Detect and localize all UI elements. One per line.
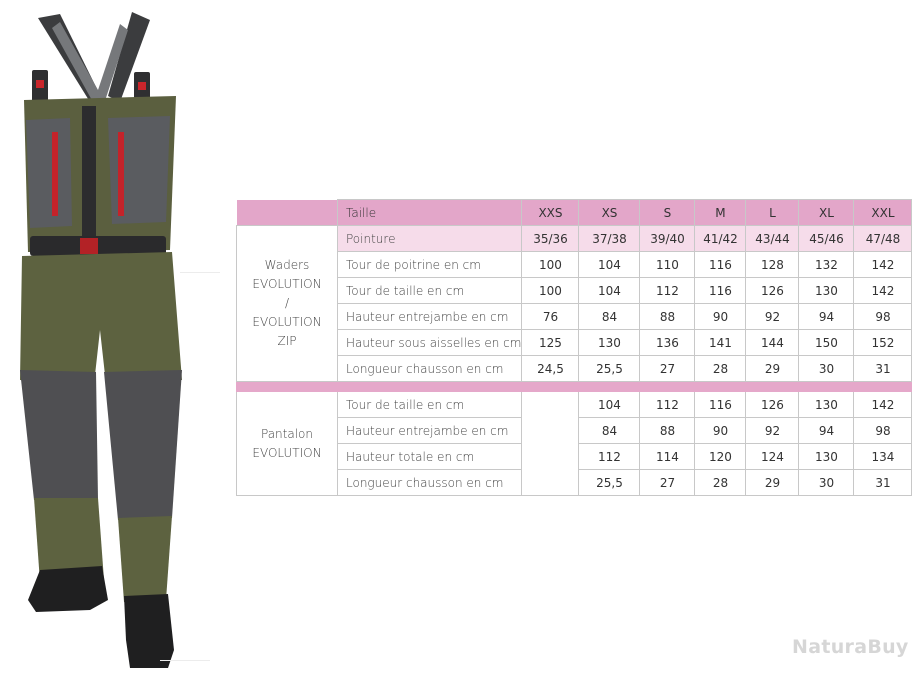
cell-value: 104 [579,392,640,418]
cell-value: 31 [854,356,912,382]
cell-value: 29 [746,470,799,496]
cell-value: 144 [746,330,799,356]
size-header-xxl: XXL [854,200,912,226]
cell-value: 27 [640,470,695,496]
cell-value: 94 [799,304,854,330]
cell-value: 25,5 [579,470,640,496]
pantalon-title-line: EVOLUTION [252,445,322,460]
cell-value: 136 [640,330,695,356]
cell-value: 104 [579,252,640,278]
watermark-line [180,272,220,273]
cell-value: 104 [579,278,640,304]
size-header-label: Taille [338,200,522,226]
corner-cell [237,200,338,226]
size-header-xl: XL [799,200,854,226]
cell-value: 116 [695,278,746,304]
pantalon-title-line: Pantalon [261,426,313,441]
cell-value: 141 [695,330,746,356]
row-label: Longueur chausson en cm [338,470,522,496]
cell-value: 39/40 [640,226,695,252]
cell-value: 31 [854,470,912,496]
cell-value: 130 [799,444,854,470]
row-label: Longueur chausson en cm [338,356,522,382]
cell-value: 130 [579,330,640,356]
cell-value: 98 [854,418,912,444]
cell-value: 128 [746,252,799,278]
cell-value: 98 [854,304,912,330]
cell-value: 100 [522,278,579,304]
pantalon-group-label [237,392,338,496]
table-row [237,330,912,356]
cell-value: 150 [799,330,854,356]
cell-value: 76 [522,304,579,330]
waders-title-line: EVOLUTION [252,315,322,329]
table-row [237,356,912,382]
size-header-m: M [695,200,746,226]
cell-value: 90 [695,418,746,444]
cell-value: 132 [799,252,854,278]
row-label: Hauteur entrejambe en cm [338,304,522,330]
cell-value: 41/42 [695,226,746,252]
waders-title-line: Waders [264,258,310,272]
cell-value: 30 [799,470,854,496]
cell-value: 24,5 [522,356,579,382]
cell-value: 130 [799,392,854,418]
cell-value: 152 [854,330,912,356]
cell-value: 126 [746,392,799,418]
cell-value: 112 [640,278,695,304]
cell-value: 90 [695,304,746,330]
cell-value: 37/38 [579,226,640,252]
waders-title-line: / [284,296,290,310]
row-label: Hauteur totale en cm [338,444,522,470]
row-label: Pointure [338,226,522,252]
table-row [237,278,912,304]
cell-value: 29 [746,356,799,382]
cell-value: 124 [746,444,799,470]
waders-title-line: ZIP [277,334,297,348]
cell-value: 126 [746,278,799,304]
section-divider [237,382,912,392]
cell-value: 28 [695,470,746,496]
size-header-s: S [640,200,695,226]
cell-value: 92 [746,418,799,444]
cell-value: 130 [799,278,854,304]
cell-value: 88 [640,418,695,444]
cell-value: 28 [695,356,746,382]
size-header-row [237,200,912,226]
row-label: Tour de taille en cm [338,392,522,418]
table-row [237,304,912,330]
row-label: Tour de poitrine en cm [338,252,522,278]
cell-value: 43/44 [746,226,799,252]
size-header-l: L [746,200,799,226]
naturabuy-watermark-logo: NaturaBuy [792,636,909,658]
section-divider-bar [237,382,912,392]
empty-xxs-cell [522,392,579,496]
row-label: Hauteur entrejambe en cm [338,418,522,444]
cell-value: 84 [579,304,640,330]
table-row [237,252,912,278]
cell-value: 92 [746,304,799,330]
table-row [237,392,912,418]
table-row [237,226,912,252]
cell-value: 116 [695,392,746,418]
cell-value: 110 [640,252,695,278]
cell-value: 134 [854,444,912,470]
cell-value: 88 [640,304,695,330]
size-header-xs: XS [579,200,640,226]
row-label: Tour de taille en cm [338,278,522,304]
row-label: Hauteur sous aisselles en cm [338,330,522,356]
size-header-xxs: XXS [522,200,579,226]
cell-value: 27 [640,356,695,382]
cell-value: 112 [579,444,640,470]
cell-value: 47/48 [854,226,912,252]
cell-value: 142 [854,252,912,278]
cell-value: 94 [799,418,854,444]
cell-value: 114 [640,444,695,470]
watermark-line [160,660,210,661]
cell-value: 45/46 [799,226,854,252]
cell-value: 30 [799,356,854,382]
cell-value: 116 [695,252,746,278]
cell-value: 100 [522,252,579,278]
waders-product-image [0,0,220,674]
waders-group-label [237,226,338,382]
cell-value: 25,5 [579,356,640,382]
cell-value: 84 [579,418,640,444]
cell-value: 112 [640,392,695,418]
cell-value: 142 [854,392,912,418]
cell-value: 142 [854,278,912,304]
size-chart-table [236,199,912,496]
cell-value: 35/36 [522,226,579,252]
cell-value: 120 [695,444,746,470]
waders-title-line: EVOLUTION [252,277,322,291]
cell-value: 125 [522,330,579,356]
